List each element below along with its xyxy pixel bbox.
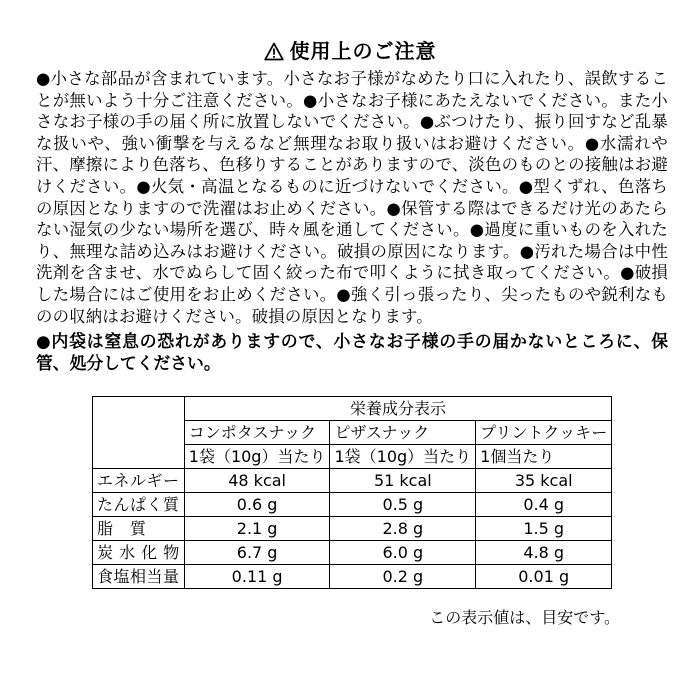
nutrient-value: 0.01 g bbox=[476, 565, 612, 589]
nutrient-row bbox=[93, 469, 612, 493]
suffocation-warning: ●内袋は窒息の恐れがありますので、小さなお子様の手の届かないところに、保管、処分してください。 bbox=[36, 331, 668, 373]
nutrient-value: 0.6 g bbox=[184, 493, 330, 517]
nutrient-value: 1.5 g bbox=[476, 517, 612, 541]
product-name: プリントクッキー bbox=[476, 421, 612, 445]
nutrient-value: 0.11 g bbox=[184, 565, 330, 589]
caution-heading bbox=[0, 38, 700, 64]
serving-size: 1袋（10g）当たり bbox=[330, 445, 476, 469]
nutrient-value: 0.2 g bbox=[330, 565, 476, 589]
nutrient-value: 4.8 g bbox=[476, 541, 612, 565]
serving-size: 1袋（10g）当たり bbox=[184, 445, 330, 469]
nutrient-value: 6.0 g bbox=[330, 541, 476, 565]
nutrition-title-row bbox=[93, 397, 612, 421]
nutrient-value: 0.5 g bbox=[330, 493, 476, 517]
nutrient-value: 6.7 g bbox=[184, 541, 330, 565]
serving-row bbox=[93, 445, 612, 469]
nutrient-value: 0.4 g bbox=[476, 493, 612, 517]
nutrient-label: 炭 水 化 物 bbox=[93, 541, 185, 565]
warning-icon bbox=[264, 42, 284, 61]
nutrient-value: 48 kcal bbox=[184, 469, 330, 493]
nutrient-value: 35 kcal bbox=[476, 469, 612, 493]
nutrient-label: 脂 質 bbox=[93, 517, 185, 541]
product-name: コンポタスナック bbox=[184, 421, 330, 445]
nutrition-title: 栄養成分表示 bbox=[184, 397, 611, 421]
caution-title-text: 使用上のご注意 bbox=[289, 39, 437, 63]
nutrient-label: たんぱく質 bbox=[93, 493, 185, 517]
nutrient-row bbox=[93, 565, 612, 589]
nutrient-row bbox=[93, 493, 612, 517]
nutrient-label: 食塩相当量 bbox=[93, 565, 185, 589]
caution-paragraph: ●小さな部品が含まれています。小さなお子様がなめたり口に入れたり、誤飲することが無いよう十分ご注意ください。●小さなお子様にあたえないでください。また小さなお子様の手の届く所に放置しないでください。●ぶつけたり、振り回すなど乱暴な扱いや、強い衝撃を与えるなど無理なお取り扱いはお避けください。●水濡れや汗、摩擦により色落ち、色移りすることがありますので、淡色のものとの接触はお避けください。●火気・高温となるものに近づけないでください。●型くずれ、色落ちの原因となりますので洗濯はお止めください。●保管する際はできるだけ光のあたらない湿気の少ない場所を選び、時々風を通してください。●過度に重いものを入れたり、無理な詰め込みはお避けください。破損の原因になります。●汚れた場合は中性洗剤を含ませ、水でぬらして固く絞った布で叩くように拭き取ってください。●破損した場合にはご使用をお止めください。●強く引っ張ったり、尖ったものや鋭利なものの収納はお避けください。破損の原因となります。 bbox=[36, 69, 668, 326]
nutrient-row bbox=[93, 541, 612, 565]
estimate-note: この表示値は、目安です。 bbox=[429, 608, 620, 627]
product-name: ピザスナック bbox=[330, 421, 476, 445]
nutrient-row bbox=[93, 517, 612, 541]
nutrient-value: 51 kcal bbox=[330, 469, 476, 493]
nutrient-label: エネルギー bbox=[93, 469, 185, 493]
nutrient-value: 2.1 g bbox=[184, 517, 330, 541]
serving-size: 1個当たり bbox=[476, 445, 612, 469]
nutrient-value: 2.8 g bbox=[330, 517, 476, 541]
nutrition-table bbox=[92, 396, 612, 589]
product-name-row bbox=[93, 421, 612, 445]
